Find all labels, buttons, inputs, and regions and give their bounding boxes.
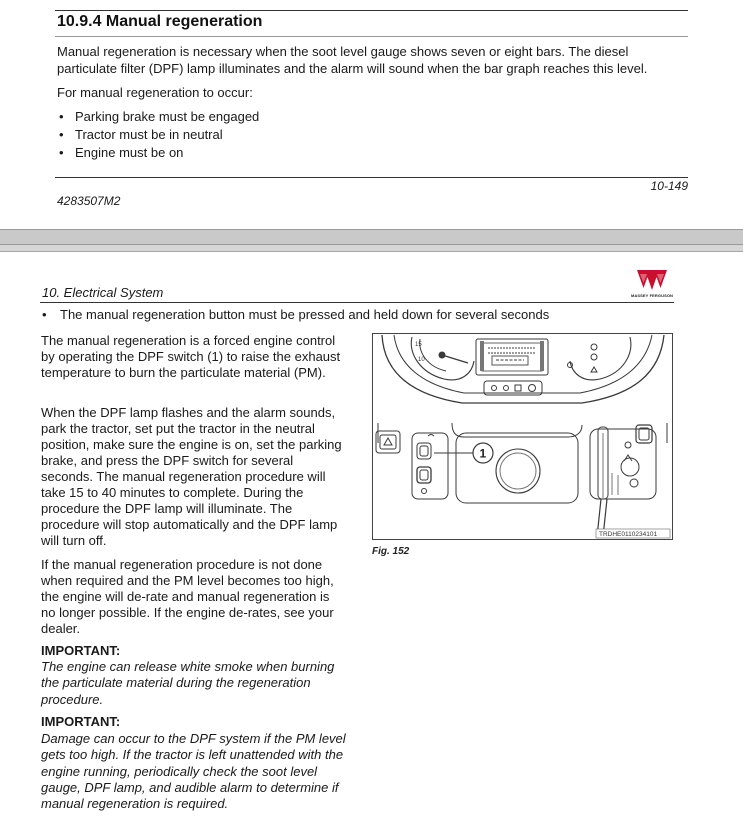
body-paragraph: When the DPF lamp flashes and the alarm sounds, park the tractor, set put the tractor in the neutral position, make sure the engine is on, set the parking brake, and press the DPF switch for several seconds. The manual regeneration procedure will take 15 to 40 minutes to complete. During the procedure the DPF lamp will illuminate. The procedure will stop automatically and the DPF lamp will turn off. xyxy=(41,405,342,548)
chapter-title: 10. Electrical System xyxy=(42,285,164,300)
footer-rule xyxy=(55,177,688,178)
conditions-intro: For manual regeneration to occur: xyxy=(57,85,253,100)
chapter-rule xyxy=(40,302,674,303)
conditions-list xyxy=(57,108,259,162)
body-paragraph: If the manual regeneration procedure is not done when required and the PM level becomes too high, the engine will de-rate and manual regeneration is no longer possible. If the engine de-rates, see your dealer. xyxy=(41,557,334,636)
dpf-switch xyxy=(417,467,431,483)
section-title: 10.9.4 Manual regeneration xyxy=(57,13,263,30)
left-switch-panel xyxy=(376,431,448,499)
massey-ferguson-logo xyxy=(628,268,676,302)
title-rule xyxy=(55,36,688,37)
important-heading: IMPORTANT: xyxy=(41,714,121,729)
important-heading: IMPORTANT: xyxy=(41,643,121,658)
center-display xyxy=(476,339,548,375)
page-number: 10-149 xyxy=(650,179,688,193)
page-separator xyxy=(0,229,743,245)
list-item: • Parking brake must be engaged xyxy=(59,109,260,124)
list-item: • The manual regeneration button must be pressed and held down for several seconds xyxy=(42,307,550,322)
image-code: TRDHE0110234101 xyxy=(599,531,658,538)
callout-1 xyxy=(434,443,493,463)
left-gauge xyxy=(411,337,474,380)
list-item: • Engine must be on xyxy=(59,145,184,160)
callout-number: 1 xyxy=(479,446,487,461)
cluster-bezel xyxy=(394,335,652,393)
page-separator-shadow xyxy=(0,245,743,252)
gauge-label-15: 15 xyxy=(415,342,422,348)
right-gauge xyxy=(568,337,631,380)
body-paragraph: The manual regeneration is a forced engine control by operating the DPF switch (1) to raise the exhaust temperature to burn the particulate material (PM). xyxy=(41,333,341,380)
gauge-label-10: 10 xyxy=(418,357,425,363)
dashboard-figure xyxy=(372,333,673,540)
document-number: 4283507M2 xyxy=(57,194,121,208)
right-lever-panel xyxy=(590,425,656,537)
header-rule xyxy=(55,10,688,11)
center-cup-holder xyxy=(456,433,578,503)
logo-text: MASSEY FERGUSON xyxy=(630,293,674,298)
important-text: The engine can release white smoke when burning the particulate material during the regeneration procedure. xyxy=(41,659,335,707)
console-recess xyxy=(452,423,582,437)
list-item: • Tractor must be in neutral xyxy=(59,127,223,142)
intro-paragraph: Manual regeneration is necessary when the soot level gauge shows seven or eight bars. The diesel particulate filter (DPF) lamp illuminates and the alarm will sound when the bar graph reaches this level. xyxy=(57,44,648,76)
triple-triangle-icon xyxy=(628,268,676,294)
figure-caption: Fig. 152 xyxy=(372,546,410,557)
important-text: Damage can occur to the DPF system if the PM level gets too high. If the tractor is left unattended with the engine running, periodically check the soot level gauge, DPF lamp, and audible alarm to determine if manual regeneration is required. xyxy=(41,731,346,812)
